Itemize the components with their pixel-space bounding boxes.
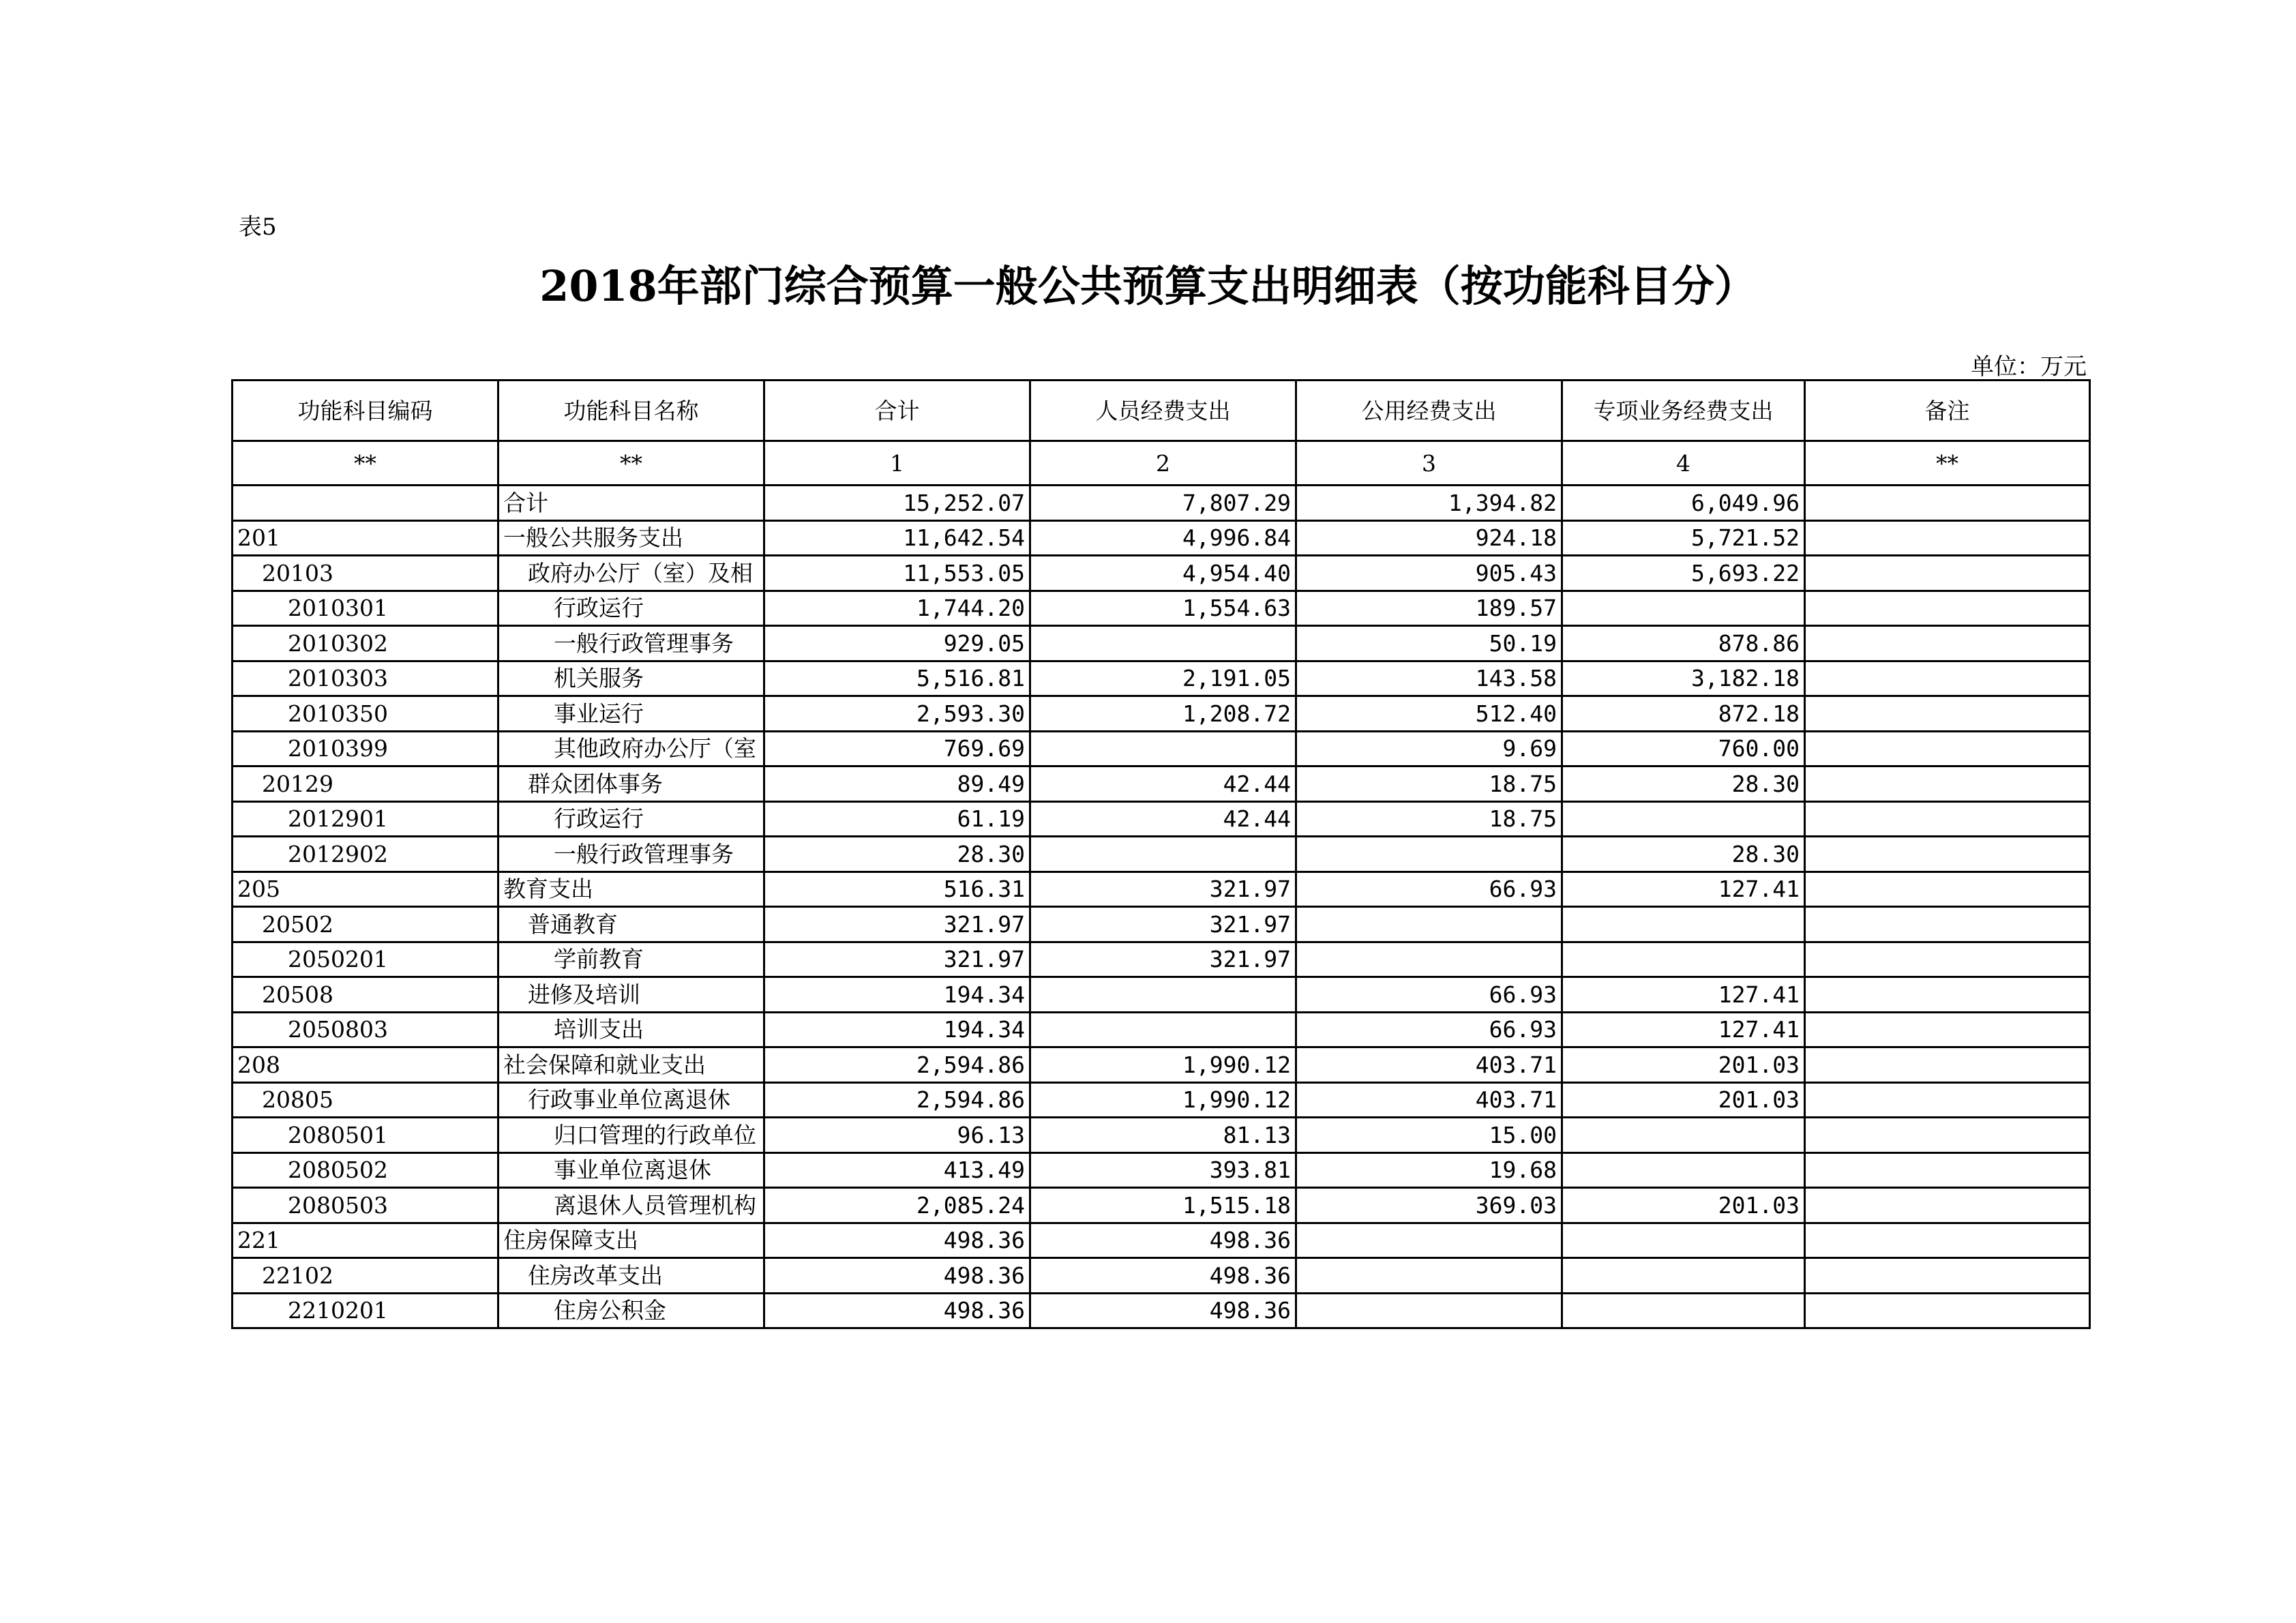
public-cell [1296,1258,1562,1294]
note-cell [1805,1188,2090,1223]
code-cell [233,486,498,521]
total-cell: 5,516.81 [764,661,1030,696]
special-cell: 127.41 [1562,872,1805,907]
subheader-cell-name: ** [498,441,764,486]
table-row [233,556,2090,591]
subheader-cell-personnel: 2 [1030,441,1296,486]
name-cell: 进修及培训 [498,977,764,1013]
special-cell [1562,1293,1805,1328]
public-cell: 403.71 [1296,1047,1562,1083]
total-cell: 516.31 [764,872,1030,907]
header-cell-total: 合计 [764,381,1030,441]
code-cell: 2010301 [233,591,498,626]
total-cell: 498.36 [764,1258,1030,1294]
public-cell: 66.93 [1296,1012,1562,1047]
public-cell: 19.68 [1296,1152,1562,1188]
personnel-cell: 321.97 [1030,907,1296,942]
note-cell [1805,591,2090,626]
table-row [233,1223,2090,1258]
name-cell: 普通教育 [498,907,764,942]
public-cell [1296,1223,1562,1258]
special-cell: 127.41 [1562,977,1805,1013]
code-cell: 22102 [233,1258,498,1294]
name-cell: 住房保障支出 [498,1223,764,1258]
budget-table-body [233,381,2090,1328]
total-cell: 1,744.20 [764,591,1030,626]
name-cell: 教育支出 [498,872,764,907]
special-cell [1562,1223,1805,1258]
personnel-cell: 7,807.29 [1030,486,1296,521]
special-cell: 201.03 [1562,1082,1805,1118]
code-cell: 20508 [233,977,498,1013]
table-row [233,591,2090,626]
name-cell: 群众团体事务 [498,766,764,802]
code-cell: 2050803 [233,1012,498,1047]
table-row [233,486,2090,521]
table-row [233,872,2090,907]
total-cell: 498.36 [764,1223,1030,1258]
name-cell: 一般公共服务支出 [498,520,764,556]
header-cell-personnel: 人员经费支出 [1030,381,1296,441]
table-row [233,1118,2090,1153]
personnel-cell [1030,626,1296,661]
table-row [233,1258,2090,1294]
name-cell: 一般行政管理事务 [498,626,764,661]
special-cell [1562,942,1805,977]
public-cell: 18.75 [1296,801,1562,837]
special-cell: 5,721.52 [1562,520,1805,556]
table-row [233,837,2090,872]
total-cell: 413.49 [764,1152,1030,1188]
personnel-cell: 498.36 [1030,1293,1296,1328]
public-cell: 15.00 [1296,1118,1562,1153]
page-title: 2018年部门综合预算一般公共预算支出明细表（按功能科目分） [539,261,1757,311]
code-cell: 2210201 [233,1293,498,1328]
note-cell [1805,1082,2090,1118]
name-cell: 政府办公厅（室）及相 [498,556,764,591]
total-cell: 321.97 [764,907,1030,942]
personnel-cell: 321.97 [1030,872,1296,907]
personnel-cell [1030,977,1296,1013]
total-cell: 96.13 [764,1118,1030,1153]
table-row [233,626,2090,661]
note-cell [1805,520,2090,556]
subheader-cell-code: ** [233,441,498,486]
total-cell: 2,594.86 [764,1047,1030,1083]
special-cell [1562,591,1805,626]
name-cell: 学前教育 [498,942,764,977]
code-cell: 2010303 [233,661,498,696]
name-cell: 一般行政管理事务 [498,837,764,872]
subheader-cell-public: 3 [1296,441,1562,486]
public-cell [1296,907,1562,942]
note-cell [1805,1012,2090,1047]
table-row [233,801,2090,837]
code-cell: 221 [233,1223,498,1258]
name-cell: 住房公积金 [498,1293,764,1328]
note-cell [1805,486,2090,521]
code-cell: 20805 [233,1082,498,1118]
name-cell: 事业单位离退休 [498,1152,764,1188]
header-cell-public: 公用经费支出 [1296,381,1562,441]
personnel-cell: 498.36 [1030,1258,1296,1294]
personnel-cell: 1,990.12 [1030,1047,1296,1083]
subheader-cell-special: 4 [1562,441,1805,486]
personnel-cell [1030,1012,1296,1047]
personnel-cell: 42.44 [1030,766,1296,802]
special-cell: 28.30 [1562,837,1805,872]
table-row [233,696,2090,732]
subheader-cell-total: 1 [764,441,1030,486]
public-cell: 66.93 [1296,872,1562,907]
note-cell [1805,1258,2090,1294]
table-row [233,1082,2090,1118]
public-cell: 369.03 [1296,1188,1562,1223]
total-cell: 769.69 [764,731,1030,766]
public-cell [1296,1293,1562,1328]
table-row [233,977,2090,1013]
subheader-row [233,441,2090,486]
total-cell: 2,594.86 [764,1082,1030,1118]
name-cell: 行政运行 [498,801,764,837]
note-cell [1805,696,2090,732]
note-cell [1805,1293,2090,1328]
table-row [233,1047,2090,1083]
code-cell: 208 [233,1047,498,1083]
name-cell: 归口管理的行政单位 [498,1118,764,1153]
total-cell: 2,593.30 [764,696,1030,732]
header-cell-name: 功能科目名称 [498,381,764,441]
code-cell: 2010302 [233,626,498,661]
personnel-cell: 321.97 [1030,942,1296,977]
header-cell-special: 专项业务经费支出 [1562,381,1805,441]
public-cell: 905.43 [1296,556,1562,591]
name-cell: 行政运行 [498,591,764,626]
table-row [233,661,2090,696]
code-cell: 2012901 [233,801,498,837]
personnel-cell: 4,996.84 [1030,520,1296,556]
table-row [233,766,2090,802]
note-cell [1805,626,2090,661]
header-cell-code: 功能科目编码 [233,381,498,441]
note-cell [1805,1152,2090,1188]
name-cell: 合计 [498,486,764,521]
total-cell: 15,252.07 [764,486,1030,521]
code-cell: 2012902 [233,837,498,872]
total-cell: 194.34 [764,977,1030,1013]
public-cell: 50.19 [1296,626,1562,661]
unit-label: 单位：万元 [1971,353,2087,381]
code-cell: 2080502 [233,1152,498,1188]
header-row [233,381,2090,441]
name-cell: 培训支出 [498,1012,764,1047]
note-cell [1805,766,2090,802]
total-cell: 61.19 [764,801,1030,837]
special-cell [1562,801,1805,837]
personnel-cell: 393.81 [1030,1152,1296,1188]
code-cell: 20502 [233,907,498,942]
personnel-cell: 2,191.05 [1030,661,1296,696]
public-cell: 1,394.82 [1296,486,1562,521]
total-cell: 2,085.24 [764,1188,1030,1223]
personnel-cell: 4,954.40 [1030,556,1296,591]
personnel-cell [1030,837,1296,872]
note-cell [1805,661,2090,696]
note-cell [1805,1047,2090,1083]
total-cell: 321.97 [764,942,1030,977]
public-cell: 66.93 [1296,977,1562,1013]
special-cell: 201.03 [1562,1188,1805,1223]
code-cell: 2080503 [233,1188,498,1223]
total-cell: 498.36 [764,1293,1030,1328]
note-cell [1805,801,2090,837]
code-cell: 2050201 [233,942,498,977]
note-cell [1805,1223,2090,1258]
code-cell: 2010350 [233,696,498,732]
special-cell: 760.00 [1562,731,1805,766]
personnel-cell: 1,554.63 [1030,591,1296,626]
note-cell [1805,556,2090,591]
name-cell: 社会保障和就业支出 [498,1047,764,1083]
header-cell-note: 备注 [1805,381,2090,441]
name-cell: 住房改革支出 [498,1258,764,1294]
note-cell [1805,731,2090,766]
total-cell: 929.05 [764,626,1030,661]
personnel-cell: 498.36 [1030,1223,1296,1258]
special-cell [1562,1258,1805,1294]
note-cell [1805,907,2090,942]
table-row [233,907,2090,942]
special-cell: 878.86 [1562,626,1805,661]
table-row [233,1188,2090,1223]
special-cell: 6,049.96 [1562,486,1805,521]
code-cell: 201 [233,520,498,556]
special-cell [1562,907,1805,942]
personnel-cell: 81.13 [1030,1118,1296,1153]
total-cell: 89.49 [764,766,1030,802]
special-cell [1562,1118,1805,1153]
code-cell: 20103 [233,556,498,591]
subheader-cell-note: ** [1805,441,2090,486]
note-cell [1805,872,2090,907]
total-cell: 194.34 [764,1012,1030,1047]
code-cell: 20129 [233,766,498,802]
table-row [233,1293,2090,1328]
public-cell: 9.69 [1296,731,1562,766]
personnel-cell: 42.44 [1030,801,1296,837]
total-cell: 11,553.05 [764,556,1030,591]
table-row [233,942,2090,977]
public-cell: 18.75 [1296,766,1562,802]
special-cell: 5,693.22 [1562,556,1805,591]
table-row [233,1012,2090,1047]
personnel-cell [1030,731,1296,766]
special-cell: 3,182.18 [1562,661,1805,696]
name-cell: 离退休人员管理机构 [498,1188,764,1223]
special-cell [1562,1152,1805,1188]
public-cell: 143.58 [1296,661,1562,696]
table-row [233,520,2090,556]
note-cell [1805,977,2090,1013]
public-cell: 189.57 [1296,591,1562,626]
code-cell: 2010399 [233,731,498,766]
name-cell: 机关服务 [498,661,764,696]
total-cell: 28.30 [764,837,1030,872]
note-cell [1805,942,2090,977]
table-number-label: 表5 [239,213,277,241]
personnel-cell: 1,515.18 [1030,1188,1296,1223]
public-cell: 512.40 [1296,696,1562,732]
special-cell: 872.18 [1562,696,1805,732]
public-cell [1296,837,1562,872]
note-cell [1805,1118,2090,1153]
special-cell: 28.30 [1562,766,1805,802]
public-cell: 924.18 [1296,520,1562,556]
special-cell: 127.41 [1562,1012,1805,1047]
budget-table [231,379,2091,1329]
table-row [233,731,2090,766]
special-cell: 201.03 [1562,1047,1805,1083]
name-cell: 其他政府办公厅（室 [498,731,764,766]
code-cell: 205 [233,872,498,907]
public-cell: 403.71 [1296,1082,1562,1118]
note-cell [1805,837,2090,872]
table-row [233,1152,2090,1188]
personnel-cell: 1,208.72 [1030,696,1296,732]
name-cell: 事业运行 [498,696,764,732]
personnel-cell: 1,990.12 [1030,1082,1296,1118]
total-cell: 11,642.54 [764,520,1030,556]
public-cell [1296,942,1562,977]
name-cell: 行政事业单位离退休 [498,1082,764,1118]
code-cell: 2080501 [233,1118,498,1153]
